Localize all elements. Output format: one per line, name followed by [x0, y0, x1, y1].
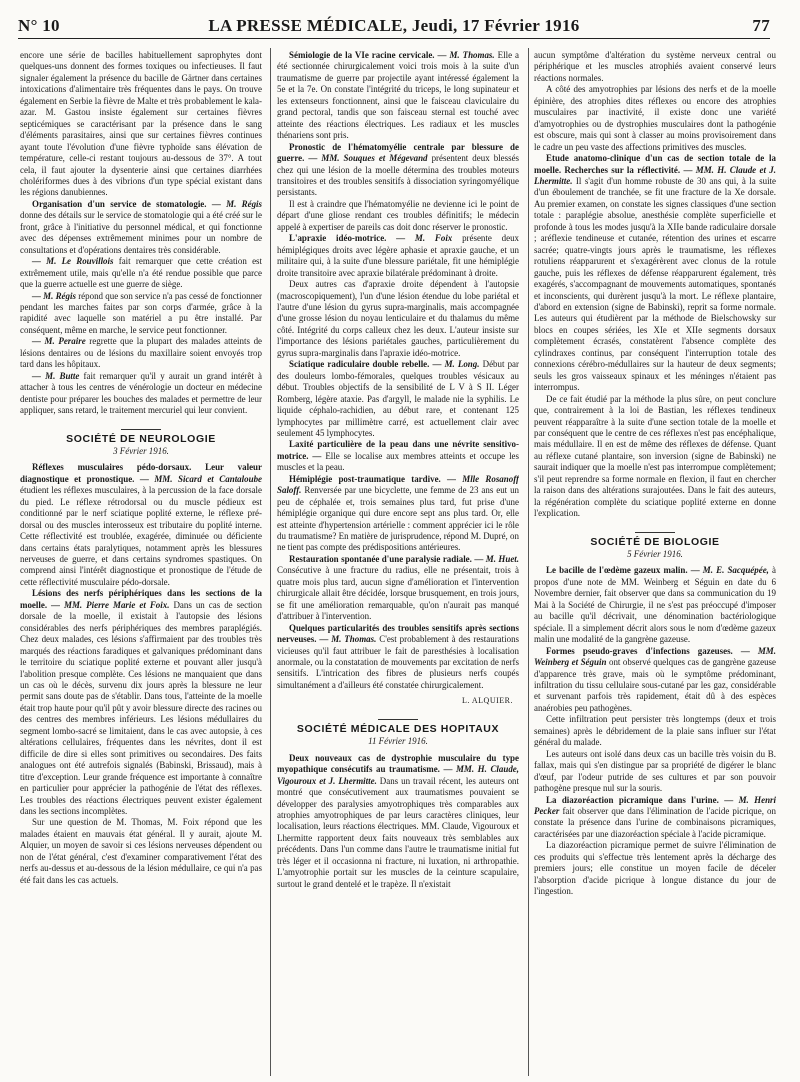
section-heading: SOCIÉTÉ MÉDICALE DES HOPITAUX: [277, 719, 519, 735]
paragraph: A côté des amyotrophies par lésions des nerfs et de la moelle épinière, des atrophies dites réflexes ou encore des atrophies musculaires par inactivité, il existe donc une variété d'amyotrophies ou de dystrophies musculaires dont la pathogénie est obscure, mais qui sont à classer au moins provisoirement dans le cadre un peu vaste des affections primitives des muscles.: [534, 84, 776, 152]
author: Mlle Rosanoff Saloff.: [277, 473, 519, 496]
paragraph: [20, 199, 262, 256]
section-heading: SOCIÉTÉ DE BIOLOGIE: [534, 532, 776, 548]
abstract-body: présentent deux blessés chez qui une lésion de la moelle détermina des troubles moteurs transitoires et des troubles sensitifs à dissociation syringomyélique persistants.: [277, 153, 519, 198]
abstract-body: présente deux hémiplégiques droits avec légère aphasie et apraxie gauche, et un militaire qui, à la suite d'une blessure pariétale, fit une hémiplégie droite transitoire avec apraxie bilatérale prédominant à droite.: [277, 233, 519, 278]
author: — M. Régis: [32, 290, 76, 301]
author: M. Foix: [414, 233, 453, 244]
signature: L. ALQUIER.: [461, 696, 513, 706]
column-2: [277, 50, 519, 1072]
paragraph: [277, 50, 519, 142]
abstract-body: donne des détails sur le service de stomatologie qui a été créé sur le front, grâce à l'initiative du personnel médical, et qui fonctionne avec des dépenses extrêmement minimes pour un nombre de consultations et d'opérations dentaires très considérable.: [20, 210, 262, 255]
paragraph: [534, 565, 776, 645]
paragraph: [534, 153, 776, 394]
paragraph: [20, 256, 262, 290]
paragraph: [277, 554, 519, 623]
paragraph: [277, 753, 519, 890]
author: M. Henri Pecker: [534, 794, 776, 816]
author: M. Thomas.: [449, 50, 495, 60]
paragraph: Sur une question de M. Thomas, M. Foix répond que les malades étaient en mauvais état général. Il y aurait, ajoute M. Alquier, un moyen de savoir si ces lésions nerveuses dépendent ou non de l'état général, c'est d'examiner comparativement l'état des nerfs au-dessus et au-dessous de la lésion médullaire, ce qui n'a pas été fait dans les cas actuels.: [20, 817, 262, 885]
section-date: 11 Février 1916.: [368, 736, 428, 747]
journal-title: LA PRESSE MÉDICALE, Jeudi, 17 Février 1916: [208, 16, 580, 35]
section-heading: SOCIÉTÉ DE NEUROLOGIE: [20, 429, 262, 445]
abstract-title: Deux nouveaux cas de dystrophie musculaire du type myopathique consécutifs au traumatisme. —: [277, 752, 519, 775]
abstract-body: Il s'agit d'un homme robuste de 30 ans qui, à la suite d'un éboulement de tranchée, se fit une fracture de la Xe dorsale. Au premier examen, on constate les signes classiques d'une section totale : paraplégie absolue, anesthésie complète superficielle et profonde à tous les modes jusqu'à la XIIe bande radiculaire dorsale ; aréflexie tendineuse et cutanée, rétention des urines et escarre sacrée; quatre-vingts jours après le traumatisme, les réflexes rotuliens réapparurent et s'exagérèrent avec clonus de la rotule gauche, puis les réflexes de défense réapparurent également, très exagérés, s'accompagnant de mouvements automatiques, spontanés et inconscients, qui durèrent jusqu'à la mort. Le réflexe plantaire, d'abord en extension (signe de Babinski), reprit sa forme normale. Les auteurs qui étudièrent par la méthode de Bielschowsky sur blocs en coupes sériées, les XIe et XIIe segments dorsaux complètement écrasés, constatèrent l'absence complète des cylindraxes continus, par conséquent l'interruption totale des connexions cérébro-médullaires sur la hauteur de deux segments; seuls les gros vaisseaux spinaux et les méninges n'étaient pas interrompus.: [534, 175, 776, 393]
paragraph: [277, 623, 519, 692]
paragraph: Deux autres cas d'apraxie droite dépendent à l'autopsie (macroscopiquement), l'un d'une lésion étendue du lobe pariétal et l'autre d'une lésion du gyrus supra-marginalis, mais accompagnée d'une grosse lésion du noyau lenticulaire et du thalamus du même côté. Intégrité du corps calleux chez les deux. L'auteur insiste sur l'importance des lésions pariétales gauches, particulièrement du gyrus supra-marginalis dans l'apraxie idéo-motrice.: [277, 279, 519, 358]
abstract-title: Formes pseudo-graves d'infections gazeuses. —: [546, 645, 750, 656]
author: MM. Pierre Marie et Foix.: [64, 599, 170, 610]
paragraph: [20, 291, 262, 337]
abstract-title: Sémiologie de la VIe racine cervicale. —: [289, 50, 447, 60]
abstract-body: Elle a été sectionnée chirurgicalement voici trois mois à la suite d'un traumatisme de guerre par projectile ayant intéressé également la 5e et la 7e. On constate l'intégrité du triceps, le long supinateur et les extenseurs fonctionnent, ainsi que le faisceau claviculaire du grand pectoral, tandis que son faisceau sternal est touché avec atteinte des réactions électriques. Les radiaux et les muscles thénariens sont pris.: [277, 50, 519, 141]
column-1: [20, 50, 262, 1072]
abstract-title: Quelques particularités des troubles sensitifs après sections nerveuses. —: [277, 622, 519, 645]
author: MM. Souques et Mégevand: [321, 153, 428, 164]
paragraph: [534, 795, 776, 841]
author: M. Thomas.: [331, 634, 377, 645]
abstract-title: Organisation d'un service de stomatologie. —: [32, 198, 221, 209]
paragraph: Cette infiltration peut persister très longtemps (deux et trois semaines) après le débridement de la plaie sans influer sur l'état général du malade.: [534, 714, 776, 748]
paragraph: [20, 371, 262, 417]
paragraph: [277, 233, 519, 279]
abstract-body: Dans un travail récent, les auteurs ont montré que consécutivement aux traumatismes pouvaient se développer des paralysies amyotrophiques très comparables aux atrophies amyotrophiques de par leurs caractères cliniques, leur localisation, leurs réactions électriques. MM. Claude, Vigouroux et Lhermitte rapportent deux faits nouveaux très semblables aux précédents. Dans l'un comme dans l'autre le traumatisme initial fut très léger et il occasionna ni fracture, ni luxation, ni arthropathie. L'amyotrophie portait sur les muscles de la ceinture scapulaire, surtout le grand dentelé et le trapèze. Il n'existait: [277, 775, 519, 889]
abstract-body: fait remarquer que cette création est extrêmement utile, mais qu'elle n'a été rendue possible que parce que la guerre actuelle est une guerre de siège.: [20, 256, 262, 290]
abstract-title: Etude anatomo-clinique d'un cas de section totale de la moelle. Recherches sur la réflectivité. —: [534, 153, 776, 175]
author: MM. H. Claude, Vigouroux et J. Lhermitte.: [277, 764, 519, 786]
column-3: [534, 50, 776, 1072]
author: — M. Le Rouvillois: [32, 256, 114, 267]
abstract-body: Renversée par une bicyclette, une femme de 23 ans eut un peu de céphalée et, trois semaines plus tard, fut prise d'une hémiplégie organique qui dure encore sept ans plus tard. Or, elle est atteinte d'hypertension artérielle : comment apprécier ici le rôle du traumatisme? En matière de jurisprudence, répond M. Dupré, on ne tient pas compte des prédispositions antérieures.: [277, 485, 519, 553]
page-number-right: 77: [752, 16, 770, 35]
abstract-title: Le bacille de l'œdème gazeux malin. —: [546, 565, 700, 576]
paragraph: [20, 336, 262, 370]
paragraph: Les auteurs ont isolé dans deux cas un bacille très voisin du B. fallax, mais qui s'en distingue par sa propriété de digérer le blanc d'œuf, par l'odeur putride de ses cultures et par son pouvoir pathogène presque nul sur la souris.: [534, 748, 776, 794]
abstract-body: Dans un cas de section dorsale de la moelle, il existait à l'autopsie des lésions considérables des nerfs périphériques des membres paraplégiés. Chez deux malades, ces lésions s'affirmaient par des troubles très marqués des réactions faradiques et galvaniques prédominant dans le territoire du sciatique poplité externe et pouvant aller jusqu'à l'abolition presque complète. Ces lésions ne manquaient que dans un cas où le décès, survenu dix jours après la blessure ne leur permit sans doute pas de s'établir. Dans tous, l'atteinte de la moelle était trop haute pour qu'il pût y avoir blessure directe des racines ou des centres des membres inférieurs. Les lésions médullaires du segment lombo-sacré se limitaient, dans le cas avec autopsie, à ces altérations cellulaires, fréquentes dans les névrites, dont il est difficile de dire si elles sont primitives ou secondaires. Des faits analogues ont été autrefois signalés (Babinski, Brissaud), mais à titre d'exception. Leur grande fréquence est importante à connaître en particulier pour apprécier la pathogénie de l'état des réflexes. Les troubles des réactions électriques peuvent exister également dans les sections incomplètes.: [20, 599, 262, 816]
paragraph: [277, 359, 519, 439]
abstract-body: ont observé quelques cas de gangrène gazeuse d'apparence très grave, mais où le symptôme prédominant, infiltration du tissu cellulaire sous-cutané par les gaz, considérable et survenant parfois très rapidement, était dû à des espèces anaérobies peu pathogènes.: [534, 657, 776, 713]
paragraph: [277, 439, 519, 473]
author: M. Régis: [226, 198, 262, 209]
abstract-title: Pronostic de l'hématomyélie centrale par blessure de guerre. —: [277, 141, 519, 164]
abstract-body: Elle se localise aux membres atteints et occupe les muscles et la peau.: [277, 450, 519, 473]
abstract-body: regrette que la plupart des malades atteints de lésions dentaires ou de lésions du maxillaire soient envoyés trop tard dans les hôpitaux.: [20, 336, 262, 370]
paragraph: encore une série de bacilles habituellement saprophytes dont quelques-uns donnent des formes toxiques ou infectieuses. Il faut signaler également la présence du bacille de Gärtner dans certaines intoxications d'alimentaire très fréquentes dans le pays. On trouve également en Serbie la fièvre de Malte et très probablement le kala-azar. M. Gastou insiste également sur certaines fièvres septicémiques se caractérisant par la présence dans le sang d'éléments parasitaires, ainsi que sur certaines fièvres continues ayant toute l'évolution d'une fièvre typhoïde sans élévation de température, celle-ci restant toujours au-dessous de 37°. A tout cela, il faut ajouter la dysenterie ainsi que certaines diarrhées cholériformes dues à des vibrions d'un type spécial existant dans les régions danubiennes.: [20, 50, 262, 198]
paragraph: [20, 588, 262, 817]
author: MM. H. Claude et J. Lhermitte.: [534, 164, 776, 186]
abstract-body: fait remarquer qu'il y aurait un grand intérêt à attacher à tous les centres de vénérologie un docteur en médecine dentiste pour préparer les bouches des malades et permettre de leur appliquer, sans retard, le traitement mercuriel qui leur convient.: [20, 370, 262, 416]
abstract-title: L'apraxie idéo-motrice. —: [289, 233, 406, 244]
author: — M. Peraire: [32, 336, 86, 347]
author: MM. Weinberg et Séguin: [534, 645, 776, 668]
page-header: [18, 14, 770, 39]
author: M. Long.: [444, 359, 480, 370]
paragraph: Il est à craindre que l'hématomyélie ne devienne ici le point de départ d'une gliose rendant ces troubles définitifs; le médecin appelé à expertiser de pareils cas doit donc réserver le pronostic.: [277, 198, 519, 232]
abstract-title: Lésions des nerfs périphériques dans les sections de la moelle. —: [20, 588, 262, 610]
abstract-title: La diazoréaction picramique dans l'urine. —: [546, 794, 734, 805]
section-date: 5 Février 1916.: [627, 549, 683, 560]
abstract-title: Sciatique radiculaire double rebelle. —: [289, 359, 442, 370]
abstract-body: C'est probablement à des restaurations vicieuses qu'il faut attribuer le fait de paresthésies à localisation anormale, ou la constatation de mouvements par excitation de nerfs sensitifs. L'intrication des fibres de plusieurs nerfs coupés simultanément a d'ailleurs été constatée chirurgicalement.: [277, 634, 519, 690]
abstract-body: étudient les réflexes musculaires, à la percussion de la face dorsale du pied. Le réflexe rétrodorsal ou du muscle pédieux est conditionné par le nerf sciatique poplité externe, le réflexe pré-dorsal ou des muscles interosseux est tributaire du poplité interne. Cette réflectivité est troublée, exagérée, diminuée ou déficiente dans certains états paralytiques, notamment après les blessures nerveuses de guerre, et dans certains syndromes spastiques. On comprend ainsi l'intérêt diagnostique et pronostique de l'étude de cette réflectivité musculaire pédo-dorsale.: [20, 485, 262, 587]
author: MM. Sicard et Cantaloube: [154, 473, 262, 484]
column-divider-1: [270, 48, 271, 1076]
abstract-title: Hémiplégie post-traumatique tardive. —: [289, 473, 456, 484]
paragraph: [277, 142, 519, 199]
paragraph: aucun symptôme d'altération du système nerveux central ou périphérique et les muscles atrophiés avaient conservé leurs réactions normales.: [534, 50, 776, 83]
abstract-body: à propos d'une note de MM. Weinberg et Séguin en date du 6 Novembre dernier, fait observer que dans sa communication du 19 Mai à la Société de Chirurgie, il ne s'est pas préoccupé d'imposer au bacille qu'il décrivait, une dénomination bactériologique spéciale. Il a simplement décrit alors sous le nom d'œdème gazeux malin une modalité de la gangrène gazeuse.: [534, 565, 776, 645]
paragraph: [277, 474, 519, 554]
author: M. Huet.: [485, 553, 519, 564]
abstract-body: fait observer que dans l'élimination de l'acide picrique, on constate la présence dans l'urine de combinaisons picramiques, caractérisées par une diazoréaction spéciale à l'acide picramique.: [534, 806, 776, 839]
author: — M. Butte: [32, 370, 80, 381]
paragraph: De ce fait étudié par la méthode la plus sûre, on peut conclure que, contrairement à la loi de Bastian, les réflexes tendineux peuvent réapparaître à la suite d'une section totale de la moelle et par conséquent que le centre de ces réflexes n'est pas encéphalique, mais médullaire. Il en est de même des réflexes de défense. Quant au réflexe cutané plantaire, son inversion (signe de Babinski) ne saurait indiquer que la moelle n'est pas interrompue complètement; s'il peut reprendre sa forme normale en flexion, il faut en chercher la raison dans des altérations surajoutées. Dans le fait des auteurs, la régénération complète du sciatique poplité externe en donne l'explication.: [534, 393, 776, 519]
author: M. E. Sacquépée,: [702, 565, 769, 576]
abstract-title: Réflexes musculaires pédo-dorsaux. Leur valeur diagnostique et pronostique. —: [20, 462, 262, 484]
abstract-body: Début par des douleurs lombo-fémorales, quelques troubles vésicaux au début. Troubles objectifs de la sensibilité de L V à S II. Léger Romberg, légère ataxie. Pas d'argyll, le malade nie la syphilis. Le liquide céphalo-rachidien, au début rare, et contenant 125 lymphocytes par millimètre carré, est actuellement clair avec seulement 45 lymphocytes.: [277, 359, 519, 438]
column-divider-2: [528, 48, 529, 1076]
abstract-body: Consécutive à une fracture du radius, elle ne présentait, trois à quatre mois plus tard, aucun signe d'amélioration et l'intervention chirurgicale allait être décidée, lorsque brusquement, en trois jours, se fit une amélioration remarquable, qu'on n'aurait pas manqué d'attribuer à l'intervention.: [277, 565, 519, 622]
paragraph: [20, 462, 262, 588]
paragraph: La diazoréaction picramique permet de suivre l'élimination de ces produits qui s'effectue très lentement après la décharge des premiers jours; elle constitue un moyen facile de déceler l'absorption d'acide picrique à longue distance du jour de l'ingestion.: [534, 840, 776, 897]
section-date: 3 Février 1916.: [113, 445, 169, 456]
abstract-title: Laxité particulière de la peau dans une névrite sensitivo-motrice. —: [277, 439, 519, 461]
abstract-title: Restauration spontanée d'une paralysie radiale. —: [289, 553, 484, 564]
abstract-body: répond que son service n'a pas cessé de fonctionner pendant les marches faites par son corps d'armée, grâce à la rapidité avec laquelle son matériel a pu être installé. Par conséquent, même en marche, le service peut fonctionner.: [20, 290, 262, 335]
page-number-left: N° 10: [18, 16, 60, 35]
paragraph: [534, 646, 776, 715]
